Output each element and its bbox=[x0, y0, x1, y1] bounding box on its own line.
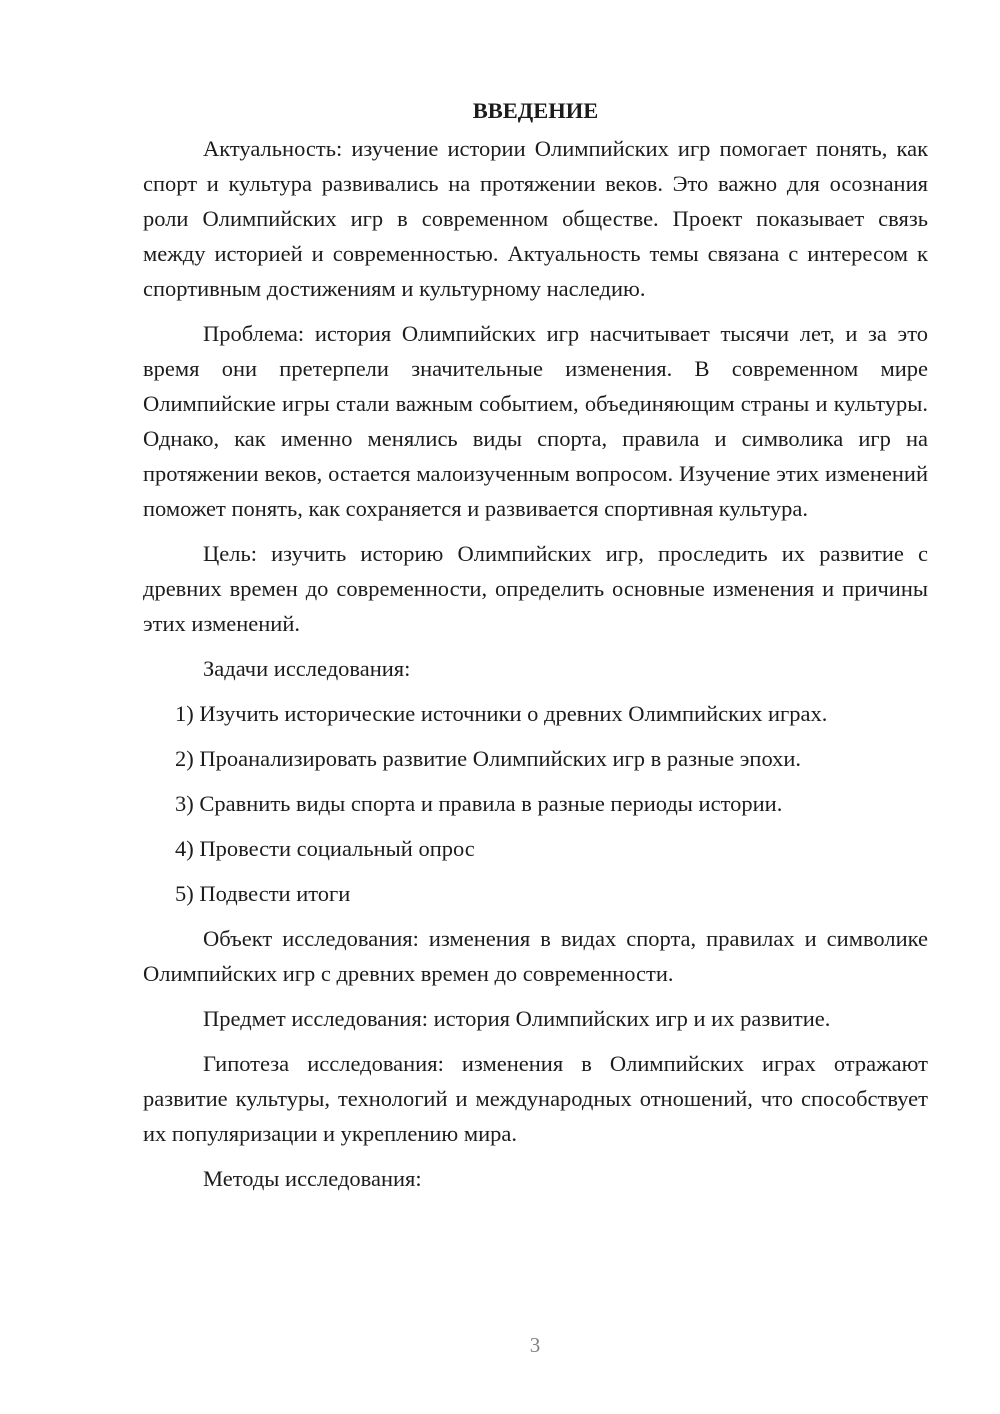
subject-paragraph: Предмет исследования: история Олимпийских игр и их развитие. bbox=[203, 1006, 831, 1031]
task-item-1: 1) Изучить исторические источники о древних Олимпийских играх. bbox=[175, 701, 828, 726]
object-paragraph: Объект исследования: изменения в видах спорта, правилах и символике Олимпийских игр с древних времен до современности. bbox=[143, 926, 928, 986]
relevance-paragraph: Актуальность: изучение истории Олимпийских игр помогает понять, как спорт и культура развивались на протяжении веков. Это важно для осознания роли Олимпийских игр в современном обществе. Проект показывает связь между историей и современностью. Актуальность темы связана с интересом к спортивным достижениям и культурному наследию. bbox=[143, 136, 928, 301]
goal-paragraph: Цель: изучить историю Олимпийских игр, проследить их развитие с древних времен до современности, определить основные изменения и причины этих изменений. bbox=[143, 541, 928, 636]
task-item-3: 3) Сравнить виды спорта и правила в разные периоды истории. bbox=[175, 791, 783, 816]
problem-paragraph: Проблема: история Олимпийских игр насчитывает тысячи лет, и за это время они претерпели значительные изменения. В современном мире Олимпийские игры стали важным событием, объединяющим страны и культуры. Однако, как именно менялись виды спорта, правила и символика игр на протяжении веков, остается малоизученным вопросом. Изучение этих изменений поможет понять, как сохраняется и развивается спортивная культура. bbox=[143, 321, 928, 521]
methods-heading: Методы исследования: bbox=[203, 1166, 422, 1191]
task-item-4: 4) Провести социальный опрос bbox=[175, 836, 475, 861]
hypothesis-paragraph: Гипотеза исследования: изменения в Олимпийских играх отражают развитие культуры, технологий и международных отношений, что способствует их популяризации и укреплению мира. bbox=[143, 1051, 928, 1146]
page-content bbox=[143, 93, 928, 1206]
page-number: 3 bbox=[529, 1333, 541, 1357]
tasks-heading: Задачи исследования: bbox=[203, 656, 411, 681]
task-item-5: 5) Подвести итоги bbox=[175, 881, 351, 906]
page-title: ВВЕДЕНИЕ bbox=[472, 98, 599, 123]
task-item-2: 2) Проанализировать развитие Олимпийских игр в разные эпохи. bbox=[175, 746, 802, 771]
